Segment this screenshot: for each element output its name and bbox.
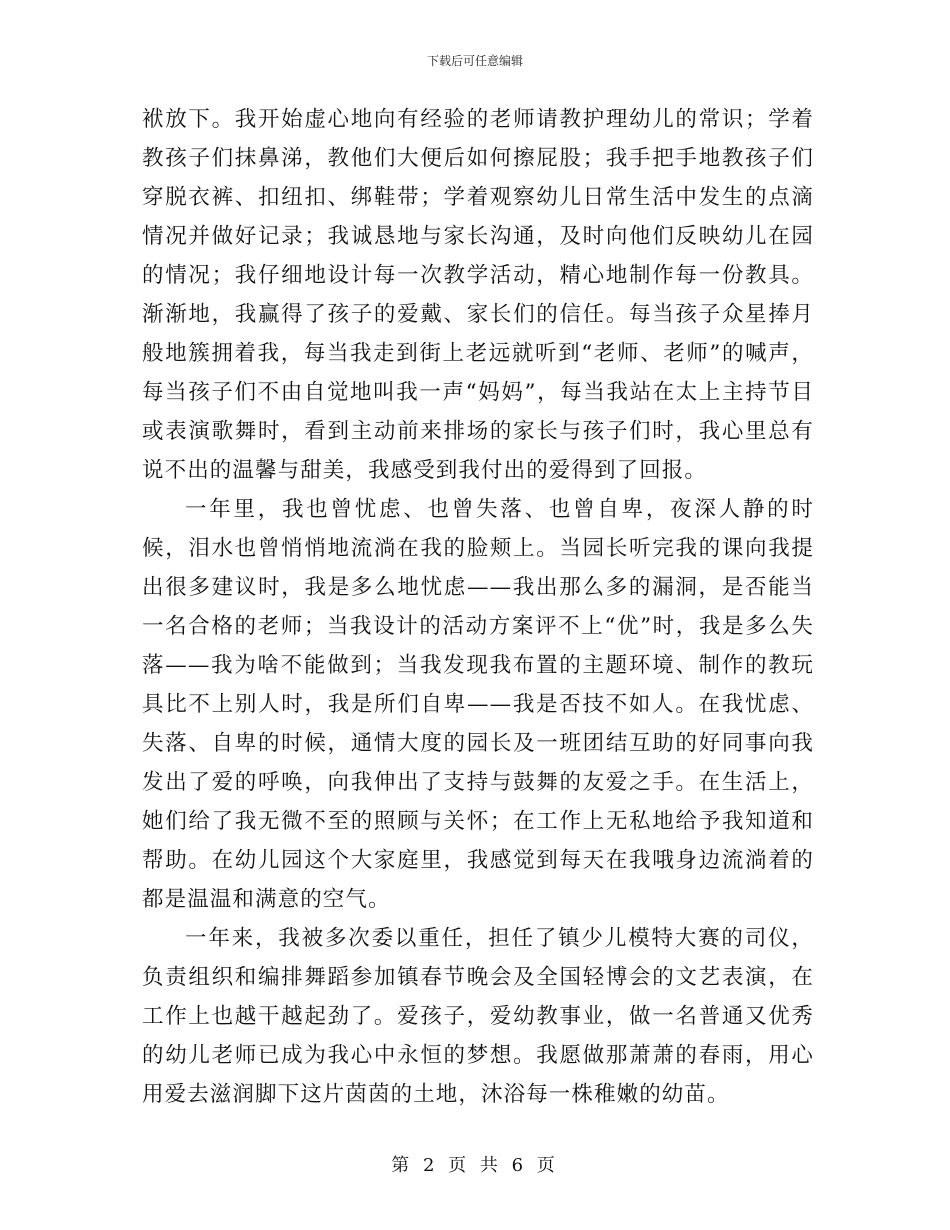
page-header: 下载后可任意编辑 xyxy=(426,54,523,68)
paragraph-2: 一年里，我也曾忧虑、也曾失落、也曾自卑，夜深人静的时候，泪水也曾悄悄地流淌在我的脸颊上。当园长听完我的课向我提出很多建议时，我是多么地忧虑——我出那么多的漏洞，是否能当一名合格的老师；当我设计的活动方案评不上“优”时，我是多么失落——我为啥不能做到；当我发现我布置的主题环境、制作的教玩具比不上别人时，我是所们自卑——我是否技不如人。在我忧虑、失落、自卑的时候，通情大度的园长及一班团结互助的好同事向我发出了爱的呼唤，向我伸出了支持与鼓舞的友爱之手。在生活上，她们给了我无微不至的照顾与关怀；在工作上无私地给予我知道和帮助。在幼儿园这个大家庭里，我感觉到每天在我哦身边流淌着的都是温温和满意的空气。 xyxy=(142,497,814,912)
page-number: 第 2 页 共 6 页 xyxy=(391,1155,559,1176)
paragraph-1: 袱放下。我开始虚心地向有经验的老师请教护理幼儿的常识；学着教孩子们抹鼻涕，教他们大便后如何擦屁股；我手把手地教孩子们穿脱衣裤、扣纽扣、绑鞋带；学着观察幼儿日常生活中发生的点滴情况并做好记录；我诚恳地与家长沟通，及时向他们反映幼儿在园的情况；我仔细地设计每一次教学活动，精心地制作每一份教具。渐渐地，我赢得了孩子的爱戴、家长们的信任。每当孩子众星捧月般地簇拥着我，每当我走到街上老远就听到“老师、老师”的喊声，每当孩子们不由自觉地叫我一声“妈妈”，每当我站在太上主持节目或表演歌舞时，看到主动前来排场的家长与孩子们时，我心里总有说不出的温馨与甜美，我感受到我付出的爱得到了回报。 xyxy=(142,107,814,483)
body-text xyxy=(142,100,814,1114)
paragraph-3: 一年来，我被多次委以重任，担任了镇少儿模特大赛的司仪，负责组织和编排舞蹈参加镇春节晚会及全国轻博会的文艺表演，在工作上也越干越起劲了。爱孩子，爱幼教事业，做一名普通又优秀的幼儿老师已成为我心中永恒的梦想。我愿做那萧萧的春雨，用心用爱去滋润脚下这片茵茵的土地，沐浴每一株稚嫩的幼苗。 xyxy=(142,926,814,1107)
